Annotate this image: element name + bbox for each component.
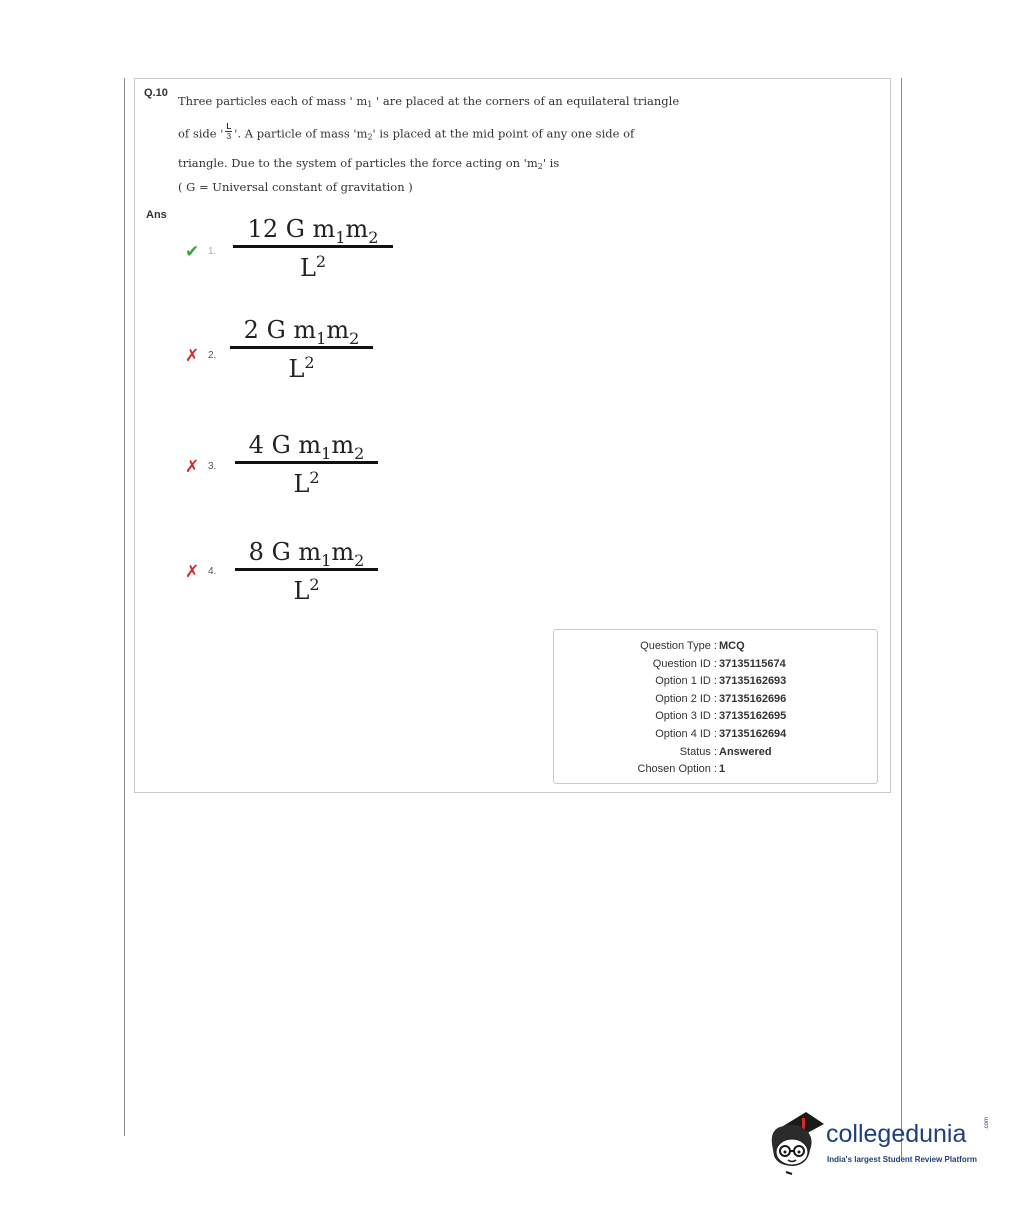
- side-fraction: $\frac{L}{3}$: [226, 122, 232, 141]
- cross-icon: ✗: [185, 562, 200, 581]
- question-number: Q.10: [144, 87, 168, 99]
- check-icon: ✔: [185, 242, 200, 261]
- option-4-number: 4.: [208, 566, 217, 577]
- logo-wordmark: collegedunia: [826, 1120, 967, 1148]
- option-4-formula: 8 G $m_1m_2$ $L^2$: [235, 538, 378, 605]
- option-3-formula: 4 G $m_1m_2$ $L^2$: [235, 431, 378, 498]
- answer-label: Ans: [146, 209, 167, 221]
- left-margin-line: [124, 78, 125, 1136]
- logo-com-suffix: .com: [984, 1116, 990, 1130]
- info-chosen-option: Chosen Option : 1: [637, 763, 726, 775]
- cross-icon: ✗: [185, 457, 200, 476]
- question-text-line-4: ( G = Universal constant of gravitation ): [178, 180, 413, 194]
- info-status: Status : Answered: [679, 746, 772, 758]
- question-text-line-3: triangle. Due to the system of particles the force acting on '$m_2$' is: [178, 156, 560, 171]
- question-text-line-1: Three particles each of mass ' $m_1$ ' are placed at the corners of an equilateral triangle: [178, 94, 680, 109]
- option-2-formula: 2 G $m_1m_2$ $L^2$: [230, 316, 373, 383]
- question-info-box: [553, 629, 878, 784]
- info-option-4-id: Option 4 ID : 37135162694: [655, 728, 787, 740]
- option-2-number: 2.: [208, 350, 217, 361]
- logo-tagline: India's largest Student Review Platform: [827, 1155, 977, 1164]
- option-3-number: 3.: [208, 461, 217, 472]
- right-margin-line: [901, 78, 902, 1158]
- info-option-3-id: Option 3 ID : 37135162695: [655, 710, 787, 722]
- question-text-line-2: of side ' $\frac{L}{3}$ '. A particle of mass '$m_2$' is placed at the mid point of any one side of: [178, 122, 635, 142]
- info-option-2-id: Option 2 ID : 37135162696: [655, 693, 787, 705]
- cross-icon: ✗: [185, 346, 200, 365]
- option-1-formula: 12 G $m_1m_2$ $L^2$: [233, 215, 393, 282]
- info-question-id: Question ID : 37135115674: [652, 658, 786, 670]
- info-option-1-id: Option 1 ID : 37135162693: [655, 675, 787, 687]
- option-1-number: 1.: [208, 246, 217, 257]
- info-question-type: Question Type : MCQ: [640, 640, 745, 652]
